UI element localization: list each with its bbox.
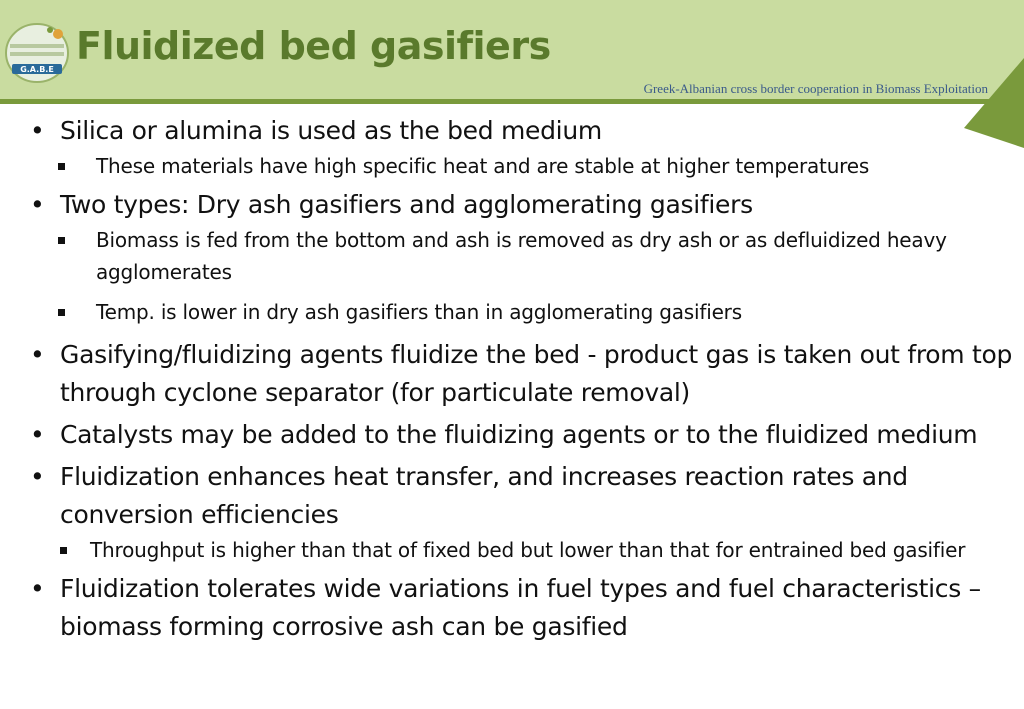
bullet-3: • Gasifying/fluidizing agents fluidize the bed - product gas is taken out from top through cyclone separator (for particulate removal) <box>30 336 1020 412</box>
bullet-6: • Fluidization tolerates wide variations in fuel types and fuel characteristics – biomass forming corrosive ash can be gasified <box>30 570 1020 646</box>
sub-bullet-1-1: These materials have high specific heat and are stable at higher temperatures <box>30 150 1020 182</box>
bullet-5: • Fluidization enhances heat transfer, and increases reaction rates and conversion efficiencies <box>30 458 1020 534</box>
bullet-4: • Catalysts may be added to the fluidizing agents or to the fluidized medium <box>30 416 1020 454</box>
bullet-2: • Two types: Dry ash gasifiers and agglomerating gasifiers <box>30 186 1020 224</box>
gabe-logo-icon <box>4 22 70 84</box>
header-divider <box>0 99 1024 104</box>
svg-text:G.A.B.E: G.A.B.E <box>20 65 54 74</box>
sub-bullet-5-1: Throughput is higher than that of fixed bed but lower than that for entrained bed gasifier <box>30 534 1020 566</box>
sub-bullet-2-2: Temp. is lower in dry ash gasifiers than in agglomerating gasifiers <box>30 296 1020 328</box>
sub-bullet-2-1: Biomass is fed from the bottom and ash is removed as dry ash or as defluidized heavy agglomerates <box>30 224 1020 288</box>
slide-content <box>30 112 1020 646</box>
bullet-1: • Silica or alumina is used as the bed medium <box>30 112 1020 150</box>
header-subtitle: Greek-Albanian cross border cooperation in Biomass Exploitation <box>643 81 988 96</box>
page-title: Fluidized bed gasifiers <box>76 24 551 68</box>
